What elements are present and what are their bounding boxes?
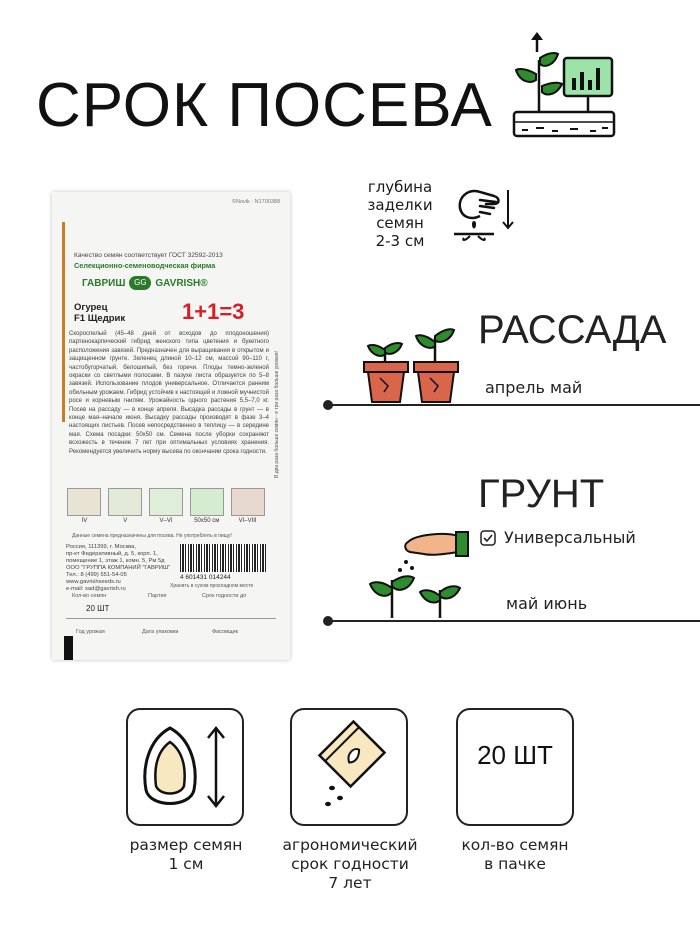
- depth-line: 2-3 см: [375, 232, 425, 250]
- depth-line: заделки: [367, 196, 433, 214]
- step-seedling-icon: [149, 488, 183, 516]
- label-year: Год урожая: [76, 629, 105, 635]
- package-storage: Хранить в сухом прохладном месте: [170, 583, 254, 589]
- package-step-label: IV: [81, 518, 88, 524]
- step-planting-icon: [190, 488, 224, 516]
- label-count: Кол-во семян: [72, 593, 107, 599]
- package-crop: Огурец: [74, 302, 108, 313]
- caption-line: 1 см: [168, 855, 204, 873]
- package-variety: F1 Щедрик: [74, 313, 126, 324]
- address-line: ООО "ГРУППА КОМПАНИЙ "ГАВРИШ": [66, 565, 171, 571]
- address-line: пр-кт Федеративный, д. 5, корп. 1,: [66, 551, 158, 557]
- address-site: www.gavrishseeds.ru: [66, 579, 121, 585]
- package-accent-bar: [62, 222, 65, 422]
- seedling-pots-icon: [360, 318, 468, 406]
- label-expiry: Срок годности до: [202, 593, 247, 599]
- caption-line: размер семян: [129, 836, 243, 854]
- caption-line: в пачке: [484, 855, 546, 873]
- seed-size-icon: [128, 710, 242, 824]
- ground-check-row: [480, 528, 636, 547]
- package-step: [107, 488, 144, 528]
- package-firm: Селекционно-семеноводческая фирма: [74, 261, 216, 270]
- package-count: 20 ШТ: [86, 604, 110, 613]
- seedling-timeline-line: [328, 404, 700, 406]
- package-steps: [66, 488, 266, 528]
- depth-text: [350, 178, 450, 250]
- shelf-life-box: [290, 708, 408, 826]
- ground-title: ГРУНТ: [478, 472, 605, 516]
- ground-months: май июнь: [506, 594, 588, 613]
- address-line: помещение 1, этаж 1, комн. 5, Рм 5д: [66, 558, 165, 564]
- package-step: [66, 488, 103, 528]
- seedling-title: РАССАДА: [478, 308, 667, 352]
- smart-farming-icon: [512, 30, 618, 140]
- caption-line: кол-во семян: [461, 836, 569, 854]
- package-step-label: V: [123, 518, 128, 524]
- package-brand: [82, 274, 262, 292]
- label-packer: Фасовщик: [212, 629, 239, 635]
- checkbox-icon: [480, 530, 496, 546]
- package-step-label: 50x50 см: [194, 518, 220, 524]
- barcode-icon: [180, 544, 266, 572]
- address-email: e-mail: sad@gavrish.ru: [66, 586, 126, 592]
- package-step: [188, 488, 225, 528]
- package-marker: [64, 636, 73, 660]
- package-step-label: VI–VIII: [238, 518, 257, 524]
- package-code: ©Novik · N1700388: [231, 199, 280, 205]
- seed-size-box: [126, 708, 244, 826]
- package-step: [229, 488, 266, 528]
- seed-count-caption: [430, 836, 600, 874]
- package-note: Данные семена предназначены для посева. Не употреблять в пищу!: [72, 533, 232, 539]
- package-description: Скороспелый (45–48 дней от всходов до плодоношения) партенокарпический гибрид женского типа цветения и букетного расположения завязей. Предназначен для выращивания в открытом и защищенном грунте. Зеленец длиной 10–12 см, массой 90–110 г, частобугорчатый, белошипый, без горечи. Плоды темно-зеленой окраски со светлыми полосами. В пазухе листа образуется по 5–8 завязей. Использование плодов универсальное. Отличается ранним обильным урожаем. Гибрид устойчив к настоящей и ложной мучнистой росе и корневым гнилям. Урожайность одного растения 5,5–7,0 кг. Посев на рассаду — в конце апреля. Высадка рассады в грунт — в конце мая–начале июня. Высадку рассады производят в фазе 3–4 настоящих листьев. Посев непосредственно в теплицу — в середине мая. Схема посадки: 50х50 см. Семена после уборки сохраняют всхожесть в течение 7 лет при оптимальных условиях хранения. Рекомендуется увеличить норму высева по окончании срока годности.: [69, 331, 269, 455]
- package-step: [148, 488, 185, 528]
- label-pack-date: Дата упаковки: [142, 629, 179, 635]
- depth-line: семян: [376, 214, 424, 232]
- seed-packet-icon: [292, 710, 406, 824]
- step-harvest-icon: [231, 488, 265, 516]
- brand-logo-icon: GG: [129, 276, 151, 290]
- hand-planting-seed-icon: [450, 180, 520, 250]
- step-sowing-icon: [67, 488, 101, 516]
- shelf-life-caption: [265, 836, 435, 893]
- address-line: Россия, 111399, г. Москва,: [66, 544, 136, 550]
- page-title: СРОК ПОСЕВА: [36, 71, 493, 140]
- address-phone: Тел.: 8 (499) 551-54-05: [66, 572, 127, 578]
- package-promo: 1+1=3: [182, 299, 245, 324]
- seed-size-caption: [101, 836, 271, 874]
- seed-count-box: [456, 708, 574, 826]
- step-watering-icon: [108, 488, 142, 516]
- divider: [66, 618, 276, 619]
- seedling-months: апрель май: [485, 378, 583, 397]
- package-quality: Качество семян соответствует ГОСТ 32592-2013: [74, 252, 223, 259]
- package-brand-en: GAVRISH®: [155, 277, 208, 289]
- ground-timeline-line: [328, 620, 700, 622]
- package-side-text: В два раза больше семян - в три раза больше урожая!: [274, 351, 280, 478]
- caption-line: агрономический: [282, 836, 418, 854]
- seed-package: [52, 192, 290, 660]
- package-step-label: V–VI: [159, 518, 173, 524]
- depth-line: глубина: [367, 178, 433, 196]
- caption-line: 7 лет: [328, 874, 372, 892]
- ground-check-label: Универсальный: [504, 528, 636, 547]
- caption-line: срок годности: [291, 855, 409, 873]
- seed-count-value: 20 ШТ: [477, 740, 553, 770]
- hand-watering-plants-icon: [366, 528, 470, 620]
- package-address: [66, 544, 170, 593]
- label-batch: Партия: [148, 593, 167, 599]
- package-brand-ru: ГАВРИШ: [82, 277, 126, 289]
- package-barcode: 4 601431 014244: [180, 574, 231, 581]
